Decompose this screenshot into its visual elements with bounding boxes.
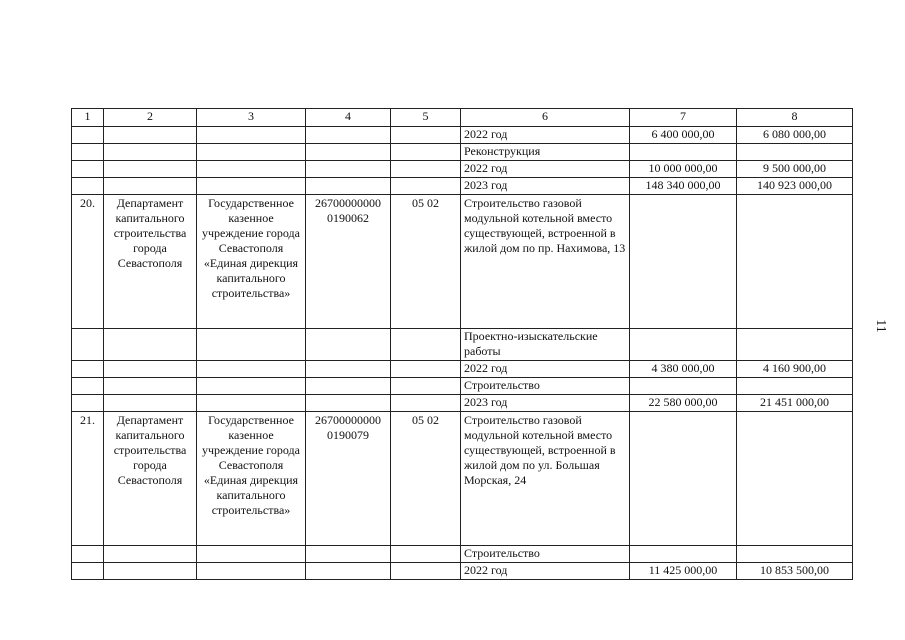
column-header: 5 bbox=[391, 109, 461, 127]
institution-cell: Государственное казенное учреждение города Севастополя «Единая дирекция капитального строительства» bbox=[197, 195, 306, 329]
column-header: 8 bbox=[737, 109, 853, 127]
entry-number: 20. bbox=[72, 195, 104, 329]
amount-cell: 140 923 000,00 bbox=[737, 178, 853, 195]
table-row bbox=[72, 144, 853, 161]
table-row bbox=[72, 329, 853, 361]
code-cell: 26700000000 0190079 bbox=[306, 412, 391, 546]
table-row bbox=[72, 361, 853, 378]
row-label: 2022 год bbox=[461, 127, 630, 144]
amount-cell bbox=[630, 144, 737, 161]
amount-cell: 10 853 500,00 bbox=[737, 563, 853, 580]
amount-cell bbox=[630, 329, 737, 361]
amount-cell bbox=[737, 329, 853, 361]
amount-cell: 21 451 000,00 bbox=[737, 395, 853, 412]
page-number: 11 bbox=[873, 319, 888, 333]
row-label: 2022 год bbox=[461, 361, 630, 378]
amount-cell: 6 080 000,00 bbox=[737, 127, 853, 144]
table-row-entry-21 bbox=[72, 412, 853, 546]
entry-number: 21. bbox=[72, 412, 104, 546]
section-cell: 05 02 bbox=[391, 195, 461, 329]
amount-cell bbox=[737, 378, 853, 395]
row-label: 2023 год bbox=[461, 178, 630, 195]
table-row-entry-20 bbox=[72, 195, 853, 329]
amount-cell: 9 500 000,00 bbox=[737, 161, 853, 178]
department-cell: Департамент капитального строительства города Севастополя bbox=[104, 195, 197, 329]
row-label: Строительство bbox=[461, 546, 630, 563]
amount-cell: 22 580 000,00 bbox=[630, 395, 737, 412]
table-row bbox=[72, 395, 853, 412]
row-label: 2022 год bbox=[461, 563, 630, 580]
section-cell: 05 02 bbox=[391, 412, 461, 546]
code-cell: 26700000000 0190062 bbox=[306, 195, 391, 329]
amount-cell: 10 000 000,00 bbox=[630, 161, 737, 178]
amount-cell: 148 340 000,00 bbox=[630, 178, 737, 195]
table-row bbox=[72, 563, 853, 580]
department-cell: Департамент капитального строительства города Севастополя bbox=[104, 412, 197, 546]
column-header: 3 bbox=[197, 109, 306, 127]
table-row bbox=[72, 127, 853, 144]
column-header: 1 bbox=[72, 109, 104, 127]
object-cell: Строительство газовой модульной котельной вместо существующей, встроенной в жилой дом по пр. Нахимова, 13 bbox=[461, 195, 630, 329]
budget-table bbox=[71, 108, 853, 580]
amount-cell: 4 160 900,00 bbox=[737, 361, 853, 378]
column-header: 7 bbox=[630, 109, 737, 127]
row-label: 2023 год bbox=[461, 395, 630, 412]
table-row bbox=[72, 178, 853, 195]
amount-cell bbox=[737, 546, 853, 563]
institution-cell: Государственное казенное учреждение города Севастополя «Единая дирекция капитального строительства» bbox=[197, 412, 306, 546]
amount-cell bbox=[630, 546, 737, 563]
row-label: 2022 год bbox=[461, 161, 630, 178]
table-row bbox=[72, 378, 853, 395]
row-label: Строительство bbox=[461, 378, 630, 395]
row-label: Реконструкция bbox=[461, 144, 630, 161]
row-label: Проектно-изыскательские работы bbox=[461, 329, 630, 361]
column-header: 6 bbox=[461, 109, 630, 127]
amount-cell bbox=[630, 378, 737, 395]
column-header: 2 bbox=[104, 109, 197, 127]
object-cell: Строительство газовой модульной котельной вместо существующей, встроенной в жилой дом по ул. Большая Морская, 24 bbox=[461, 412, 630, 546]
column-header: 4 bbox=[306, 109, 391, 127]
table-row bbox=[72, 546, 853, 563]
table-header-row bbox=[72, 109, 853, 127]
amount-cell: 6 400 000,00 bbox=[630, 127, 737, 144]
table-row bbox=[72, 161, 853, 178]
amount-cell: 11 425 000,00 bbox=[630, 563, 737, 580]
amount-cell bbox=[737, 144, 853, 161]
amount-cell: 4 380 000,00 bbox=[630, 361, 737, 378]
